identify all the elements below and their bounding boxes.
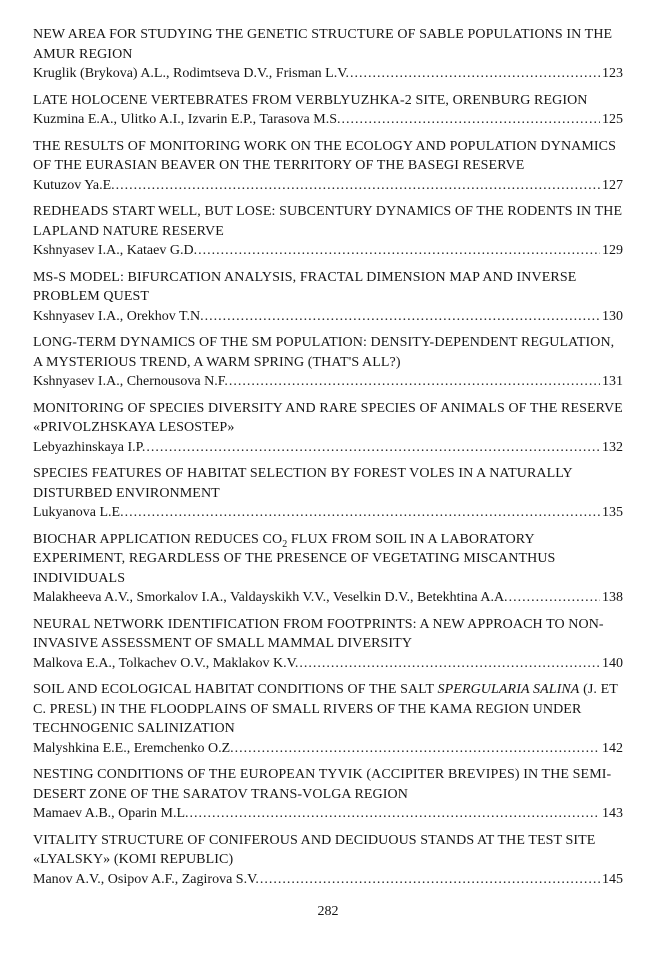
dot-leader xyxy=(299,654,600,674)
toc-entry-authors-row xyxy=(33,110,623,130)
toc-entry-title xyxy=(33,333,623,372)
dot-leader xyxy=(260,870,600,890)
toc-entry-title xyxy=(33,831,623,870)
toc-page-number: 132 xyxy=(602,439,623,455)
toc-entry xyxy=(33,333,623,392)
toc-page-number: 130 xyxy=(602,308,623,324)
toc-entry-authors-row xyxy=(33,739,623,759)
toc-entry xyxy=(33,530,623,608)
dot-leader xyxy=(229,372,600,392)
toc-entry-authors-row xyxy=(33,654,623,674)
toc-entry-title xyxy=(33,202,623,241)
title-text-segment: (J. ET C. PRESL) IN THE FLOODPLAINS OF SMALL RIVERS OF THE KAMA REGION UNDER TECHNOGENIC SALINIZATION xyxy=(33,682,618,736)
toc-entry-authors: Manov A.V., Osipov A.F., Zagirova S.V. xyxy=(33,871,259,887)
toc-entry-authors-row xyxy=(33,588,623,608)
toc-entry-authors-row xyxy=(33,307,623,327)
title-text-segment: BIOCHAR APPLICATION REDUCES CO xyxy=(33,531,283,547)
toc-entry-title xyxy=(33,268,623,307)
toc-entry-title xyxy=(33,399,623,438)
toc-entry-title xyxy=(33,615,623,654)
toc-page-number: 131 xyxy=(602,374,623,389)
dot-leader xyxy=(198,241,600,261)
title-text-segment: SOIL AND ECOLOGICAL HABITAT CONDITIONS OF THE SALT xyxy=(33,682,438,697)
toc-entry xyxy=(33,680,623,758)
title-text-segment: MONITORING OF SPECIES DIVERSITY AND RARE SPECIES OF ANIMALS OF THE RESERVE «PRIVOLZHSKAYA LESOSTEP» xyxy=(33,400,623,435)
title-subscript: 2 xyxy=(282,538,288,550)
title-text-segment: LATE HOLOCENE VERTEBRATES FROM VERBLYUZHKA-2 SITE, ORENBURG REGION xyxy=(33,92,588,108)
toc-page-number: 125 xyxy=(602,112,623,127)
toc-entry-authors: Lebyazhinskaya I.P. xyxy=(33,439,146,455)
toc-page-number: 138 xyxy=(602,590,623,605)
toc-entry-authors: Kruglik (Brykova) A.L., Rodimtseva D.V., Frisman L.V. xyxy=(33,66,350,81)
dot-leader xyxy=(146,438,600,458)
dot-leader xyxy=(116,176,600,196)
toc-entry-title xyxy=(33,25,623,64)
toc-entry-authors-row xyxy=(33,804,623,824)
dot-leader xyxy=(342,110,601,130)
toc-entry-authors: Lukyanova L.E. xyxy=(33,505,124,520)
toc-entry-authors-row xyxy=(33,870,623,890)
toc-entry xyxy=(33,831,623,890)
toc-entry xyxy=(33,399,623,458)
toc-entry-authors: Malakheeva A.V., Smorkalov I.A., Valdayskikh V.V., Veselkin D.V., Betekhtina A.A. xyxy=(33,590,508,605)
title-text-segment: NEW AREA FOR STUDYING THE GENETIC STRUCTURE OF SABLE POPULATIONS IN THE AMUR REGION xyxy=(33,27,613,62)
toc-entry-authors: Malkova E.A., Tolkachev O.V., Maklakov K.V. xyxy=(33,655,299,671)
toc-entry xyxy=(33,202,623,261)
toc-entry-title xyxy=(33,530,623,589)
toc-entry-title xyxy=(33,137,623,176)
toc-entry-authors-row xyxy=(33,176,623,196)
dot-leader xyxy=(125,503,600,523)
dot-leader xyxy=(235,739,600,759)
toc-entry-authors: Malyshkina E.E., Eremchenko O.Z. xyxy=(33,740,234,756)
toc-entry-authors: Kuzmina E.A., Ulitko A.I., Izvarin E.P., Tarasova M.S. xyxy=(33,112,341,127)
title-text-segment: VITALITY STRUCTURE OF CONIFEROUS AND DECIDUOUS STANDS AT THE TEST SITE «LYALSKY» (KOMI REPUBLIC) xyxy=(33,832,596,867)
toc-entry-authors-row xyxy=(33,64,623,84)
title-text-segment: SPECIES FEATURES OF HABITAT SELECTION BY FOREST VOLES IN A NATURALLY DISTURBED ENVIRONMENT xyxy=(33,466,573,501)
toc-page-number: 143 xyxy=(602,806,623,821)
toc-page-number: 127 xyxy=(602,177,623,193)
title-text-segment: FLUX FROM SOIL IN A LABORATORY EXPERIMENT, REGARDLESS OF THE PRESENCE OF VEGETATING MISCANTHUS INDIVIDUALS xyxy=(33,531,556,586)
dot-leader xyxy=(350,64,600,84)
toc-entries xyxy=(33,25,623,896)
title-text-segment: THE RESULTS OF MONITORING WORK ON THE ECOLOGY AND POPULATION DYNAMICS OF THE EURASIAN BEAVER ON THE TERRITORY OF THE BASEGI RESERVE xyxy=(33,138,616,173)
toc-entry-title xyxy=(33,680,623,739)
toc-page-number: 135 xyxy=(602,505,623,520)
dot-leader xyxy=(205,307,600,327)
toc-entry xyxy=(33,25,623,84)
toc-entry xyxy=(33,464,623,523)
title-text-segment: NESTING CONDITIONS OF THE EUROPEAN TYVIK (ACCIPITER BREVIPES) IN THE SEMI-DESERT ZONE OF THE SARATOV TRANS-VOLGA REGION xyxy=(33,767,612,802)
title-text-segment: NEURAL NETWORK IDENTIFICATION FROM FOOTPRINTS: A NEW APPROACH TO NON-INVASIVE ASSESSMENT OF SMALL MAMMAL DIVERSITY xyxy=(33,616,604,651)
toc-entry-authors: Mamaev A.B., Oparin M.L. xyxy=(33,806,189,821)
page-number-footer: 282 xyxy=(317,904,339,919)
toc-entry xyxy=(33,137,623,196)
toc-entry xyxy=(33,765,623,824)
toc-page-number: 123 xyxy=(602,66,623,81)
toc-entry-authors-row xyxy=(33,241,623,261)
title-italic-segment: SPERGULARIA SALINA xyxy=(437,682,580,697)
toc-entry-title xyxy=(33,765,623,804)
title-text-segment: REDHEADS START WELL, BUT LOSE: SUBCENTURY DYNAMICS OF THE RODENTS IN THE LAPLAND NATURE RESERVE xyxy=(33,204,623,239)
toc-entry-authors: Kshnyasev I.A., Orekhov T.N. xyxy=(33,308,204,324)
dot-leader xyxy=(509,588,600,608)
toc-entry-title xyxy=(33,91,623,111)
toc-entry-authors: Kshnyasev I.A., Chernousova N.F. xyxy=(33,374,228,389)
toc-entry-authors-row xyxy=(33,503,623,523)
toc-entry-authors-row xyxy=(33,438,623,458)
toc-page-number: 129 xyxy=(602,243,623,258)
title-text-segment: LONG-TERM DYNAMICS OF THE SM POPULATION: DENSITY-DEPENDENT REGULATION, A MYSTERIOUS TREND, A WARM SPRING (THAT'S ALL?) xyxy=(33,335,615,370)
toc-entry xyxy=(33,268,623,327)
toc-entry xyxy=(33,615,623,674)
dot-leader xyxy=(190,804,600,824)
toc-page-number: 145 xyxy=(602,871,623,887)
toc-page-number: 142 xyxy=(602,740,623,756)
toc-entry-authors-row xyxy=(33,372,623,392)
toc-entry-authors: Kutuzov Ya.E. xyxy=(33,177,115,193)
title-text-segment: MS-S MODEL: BIFURCATION ANALYSIS, FRACTAL DIMENSION MAP AND INVERSE PROBLEM QUEST xyxy=(33,269,577,304)
toc-entry xyxy=(33,91,623,130)
toc-entry-authors: Kshnyasev I.A., Kataev G.D. xyxy=(33,243,198,258)
toc-page-number: 140 xyxy=(602,655,623,671)
toc-entry-title xyxy=(33,464,623,503)
